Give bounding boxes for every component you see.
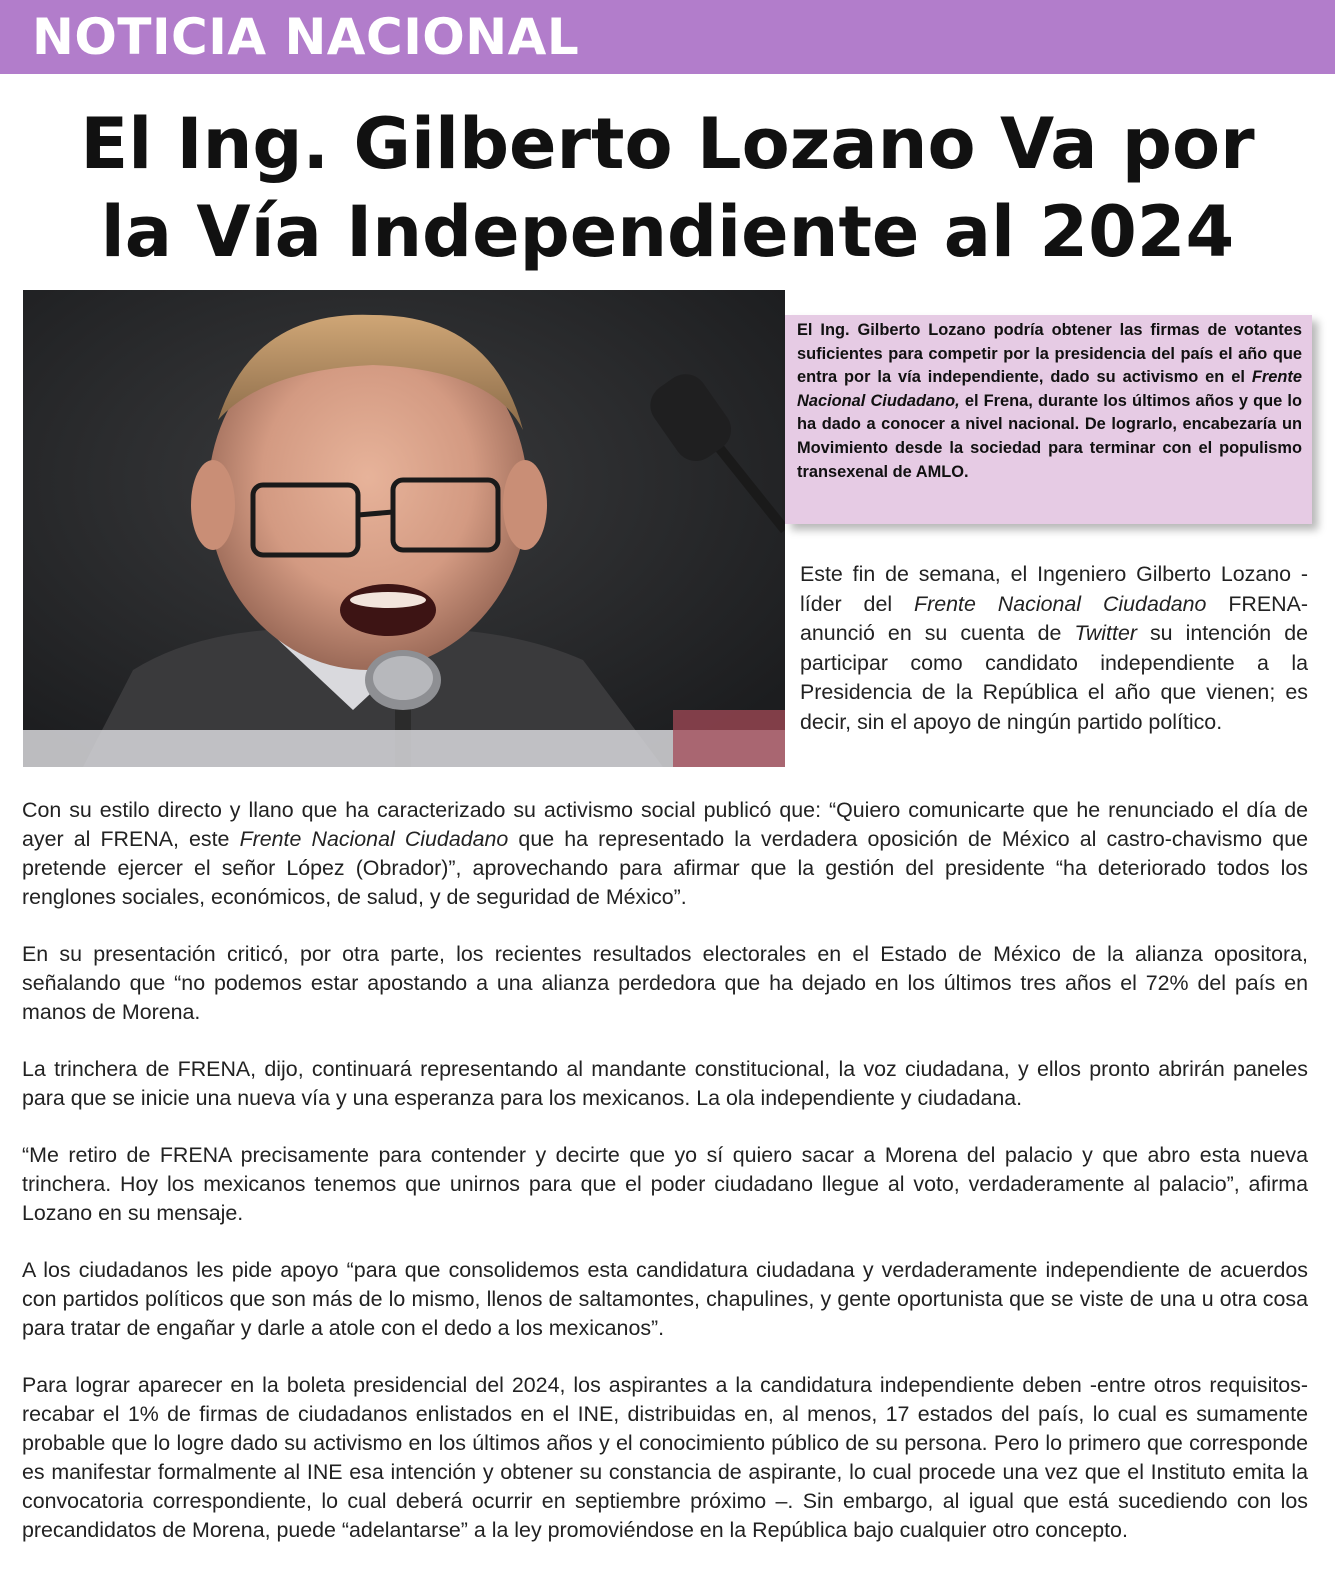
paragraph-1-text-italic: Frente Nacional Ciudadano	[239, 827, 509, 851]
summary-box	[785, 315, 1312, 524]
article-photo	[23, 290, 785, 767]
lede-text-italic-org: Frente Nacional Ciudadano	[914, 591, 1207, 616]
paragraph-5: A los ciudadanos les pide apoyo “para que consolidemos esta candidatura ciudadana y verdaderamente independiente de acuerdos con partidos políticos que son más de lo mismo, llenos de saltamontes, chapulines, y gente oportunista que se viste de una u otra cosa para tratar de engañar y darle a atole con el dedo a los mexicanos”.	[22, 1258, 1308, 1340]
summary-text-end: el Frena, durante los últimos años y que lo ha dado a conocer a nivel nacional. De lograrlo, encabezaría un Movimiento desde la sociedad para terminar con el populismo transexenal de AMLO.	[797, 391, 1302, 481]
lede-text-c: FRENA- anunció en su cuenta de	[800, 591, 1308, 646]
paragraph-2: En su presentación criticó, por otra parte, los recientes resultados electorales en el Estado de México de la alianza opositora, señalando que “no podemos estar apostando a una alianza perdedora que ha dejado en los últimos tres años el 72% del país en manos de Morena.	[22, 942, 1308, 1024]
speaker-photo-illustration	[23, 290, 785, 767]
paragraph-3: La trinchera de FRENA, dijo, continuará representando al mandante constitucional, la voz ciudadana, y ellos pronto abrirán paneles para que se inicie una nueva vía y una esperanza para los mexicanos. La ola independiente y ciudadana.	[22, 1057, 1308, 1110]
headline	[0, 100, 1335, 276]
paragraph-4: “Me retiro de FRENA precisamente para contender y decirte que yo sí quiero sacar a Morena del palacio y que abro esta nueva trinchera. Hoy los mexicanos tenemos que unirnos para que el poder ciudadano llegue al voto, verdaderamente al palacio”, afirma Lozano en su mensaje.	[22, 1143, 1308, 1225]
lede-text-italic-twitter: Twitter	[1074, 621, 1137, 646]
headline-line-2: la Vía Independiente al 2024	[100, 191, 1235, 273]
lede-text-e: su intención de participar como candidato independiente a la Presidencia de la República el año que vienen; es decir, sin el apoyo de ningún partido político.	[800, 621, 1309, 734]
headline-line-1: El Ing. Gilberto Lozano Va por	[80, 103, 1255, 185]
section-banner	[0, 0, 1335, 74]
paragraph-6: Para lograr aparecer en la boleta presidencial del 2024, los aspirantes a la candidatura independiente deben -entre otros requisitos- recabar el 1% de firmas de ciudadanos enlistados en el INE, distribuidas en, al menos, 17 estados del país, lo cual es sumamente probable que lo logre dado su activismo en los últimos años y el conocimiento público de su persona. Pero lo primero que corresponde es manifestar formalmente al INE esa intención y obtener su constancia de aspirante, lo cual procede una vez que el Instituto emita la convocatoria correspondiente, lo cual deberá ocurrir en septiembre próximo –. Sin embargo, al igual que está sucediendo con los precandidatos de Morena, puede “adelantarse” a la ley promoviéndose en la República bajo cualquier otro concepto.	[22, 1373, 1308, 1542]
article-body	[22, 796, 1308, 1573]
paragraph-1	[22, 796, 1308, 912]
summary-text-italic: Frente Nacional Ciudadano,	[797, 368, 1302, 410]
section-label: NOTICIA NACIONAL	[32, 8, 580, 66]
paragraph-1-text-c: que ha representado la verdadera oposición de México al castro-chavismo que pretende ejercer el señor López (Obrador)”, aprovechando para afirmar que la gestión del presidente “ha deteriorado todos los renglones sociales, económicos, de salud, y de seguridad de México”.	[22, 827, 1308, 909]
lede-text-a: Este fin de semana, el Ingeniero Gilberto Lozano -líder del	[800, 562, 1308, 616]
paragraph-1-text-a: Con su estilo directo y llano que ha caracterizado su activismo social publicó que: “Quiero comunicarte que he renunciado el día de ayer al FRENA, este	[22, 798, 1308, 851]
lede-paragraph	[800, 560, 1308, 738]
summary-text-start: El Ing. Gilberto Lozano podría obtener las firmas de votantes suficientes para competir por la presidencia del país el año que entra por la vía independiente, dado su activismo en el	[797, 321, 1302, 387]
